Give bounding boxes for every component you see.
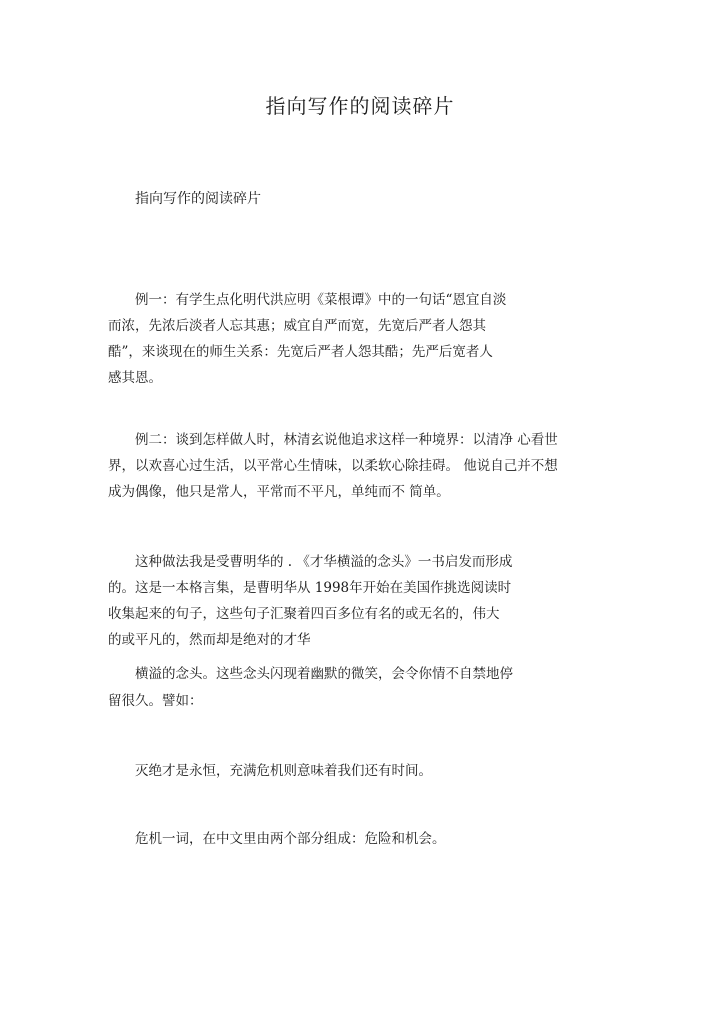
paragraph-line: 留很久。譬如： xyxy=(108,693,203,709)
page-title: 指向写作的阅读碎片 xyxy=(265,94,455,118)
paragraph-line: 例二：谈到怎样做人时，林清玄说他追求这样一种境界：以清净 心看世 xyxy=(135,432,558,448)
subtitle: 指向写作的阅读碎片 xyxy=(135,191,261,207)
paragraph-line: 酷”，来谈现在的师生关系：先宽后严者人怨其酷；先严后宽者人 xyxy=(108,344,493,360)
paragraph-line: 的。这是一本格言集，是曹明华从 1998年开始在美国作挑选阅读时 xyxy=(108,580,512,596)
paragraph-line: 这种做法我是受曹明华的 . 《才华横溢的念头》一书启发而形成 xyxy=(135,554,513,570)
paragraph-line: 例一：有学生点化明代洪应明《菜根谭》中的一句话“恩宜自淡 xyxy=(135,292,507,308)
paragraph-line: 成为偶像，他只是常人，平常而不平凡，单纯而不 简单。 xyxy=(108,484,450,500)
paragraph-line: 横溢的念头。这些念头闪现着幽默的微笑，会令你情不自禁地停 xyxy=(135,666,513,682)
paragraph-line: 灭绝才是永恒，充满危机则意味着我们还有时间。 xyxy=(135,763,432,779)
paragraph-line: 而浓，先浓后淡者人忘其惠；威宜自严而宽，先宽后严者人怨其 xyxy=(108,318,486,334)
paragraph-line: 界，以欢喜心过生活，以平常心生情味，以柔软心除挂碍。 他说自己并不想 xyxy=(108,458,558,474)
paragraph-line: 的或平凡的，然而却是绝对的才华 xyxy=(108,632,311,648)
paragraph-line: 感其恩。 xyxy=(108,370,162,386)
paragraph-line: 危机一词，在中文里由两个部分组成：危险和机会。 xyxy=(135,831,446,847)
paragraph-line: 收集起来的句子，这些句子汇聚着四百多位有名的或无名的，伟大 xyxy=(108,606,500,622)
